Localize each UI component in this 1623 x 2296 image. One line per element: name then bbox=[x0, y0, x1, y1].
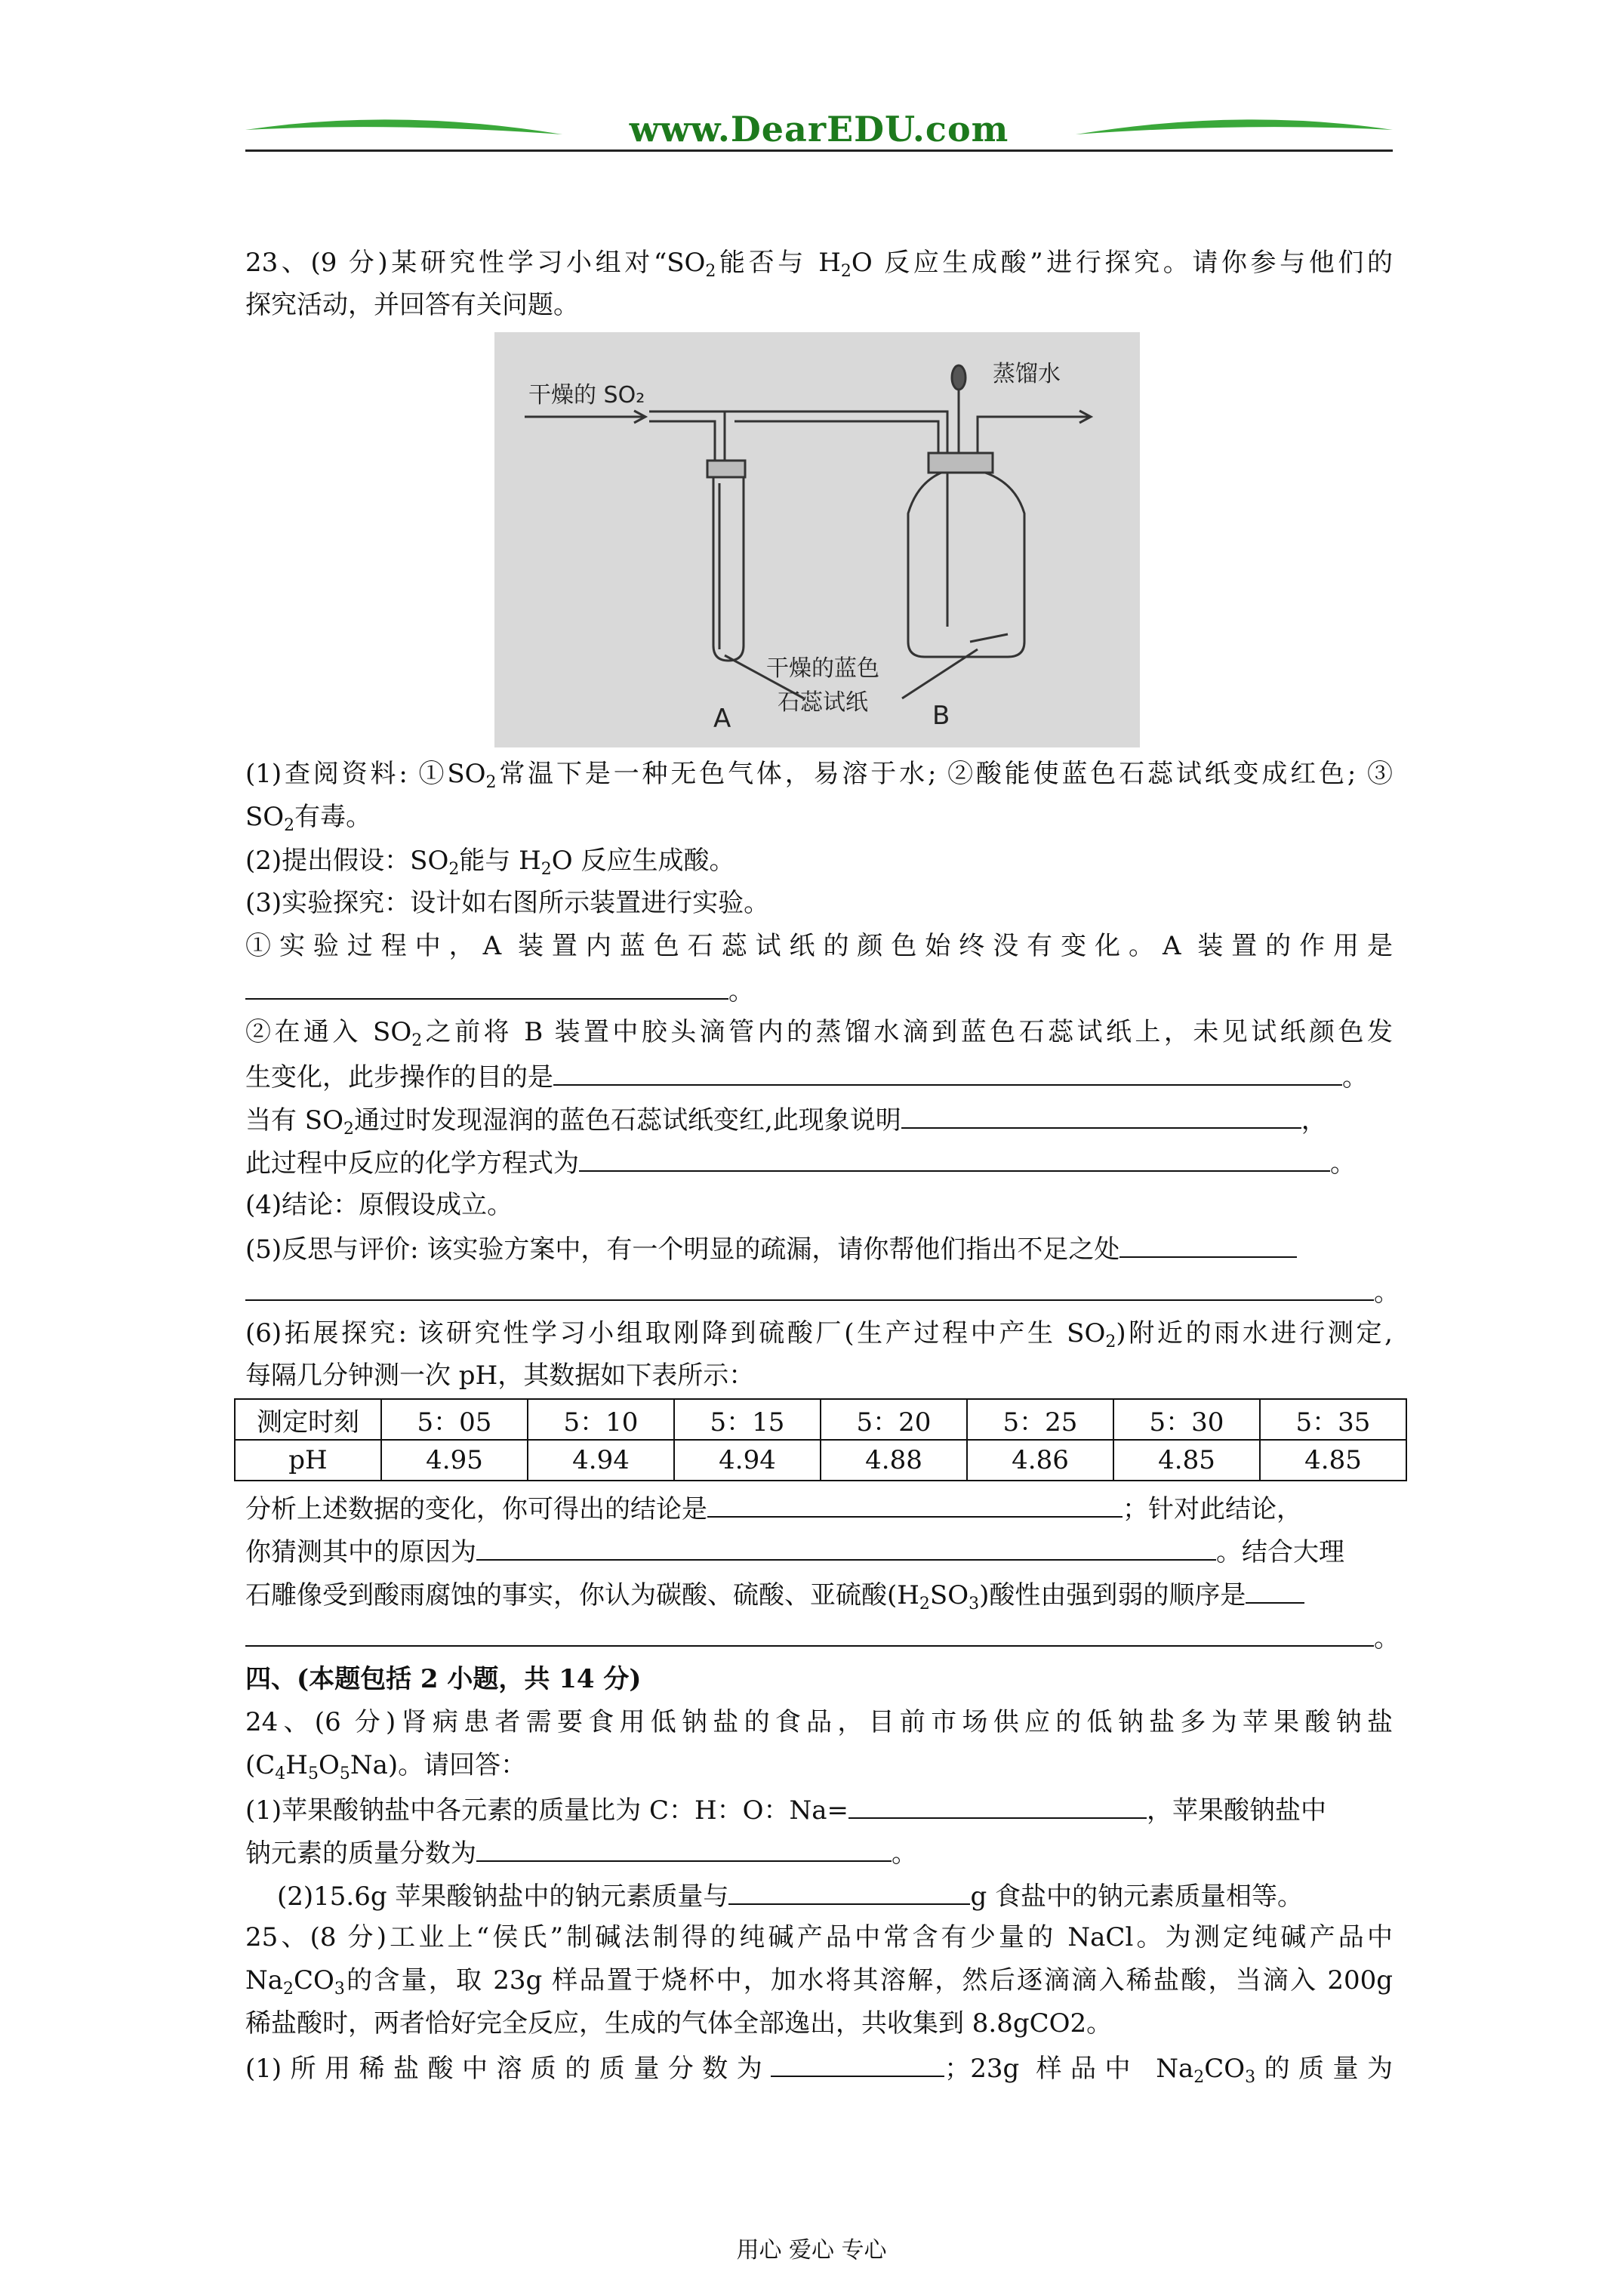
step-1-line-2: $SO_2$有毒。 bbox=[245, 802, 372, 835]
table-cell-time: 5：15 bbox=[674, 1399, 821, 1440]
table-row-ph bbox=[235, 1440, 1406, 1481]
analysis-line-4: 。 bbox=[245, 1620, 1400, 1655]
answer-blank-acid-order-1[interactable] bbox=[1246, 1576, 1304, 1604]
table-cell-ph: 4.85 bbox=[1260, 1440, 1406, 1481]
table-cell-time: 5：10 bbox=[528, 1399, 674, 1440]
step-4: (4)结论：原假设成立。 bbox=[245, 1190, 513, 1220]
answer-blank-mass-ratio[interactable] bbox=[848, 1792, 1147, 1819]
table-cell-ph: 4.95 bbox=[381, 1440, 528, 1481]
table-row-times bbox=[235, 1399, 1406, 1440]
label-distilled-water: 蒸馏水 bbox=[993, 361, 1061, 387]
step-3: (3)实验探究：设计如右图所示装置进行实验。 bbox=[245, 888, 770, 918]
table-cell-ph: 4.86 bbox=[967, 1440, 1113, 1481]
table-header-ph: pH bbox=[235, 1440, 381, 1481]
label-dry-blue-litmus-2: 石蕊试纸 bbox=[778, 689, 868, 716]
step-3-1-line-1: ①实验过程中，A 装置内蓝色石蕊试纸的颜色始终没有变化。A 装置的作用是 bbox=[245, 931, 1393, 961]
table-header-time: 测定时刻 bbox=[235, 1399, 381, 1440]
q25-line-2: $Na_2CO_3$的含量，取 23g 样品置于烧杯中，加水将其溶解，然后逐滴滴入稀盐酸，当滴入 200g bbox=[245, 1965, 1393, 1999]
answer-blank-salt-mass[interactable] bbox=[728, 1878, 970, 1905]
analysis-line-3: 石雕像受到酸雨腐蚀的事实，你认为碳酸、硫酸、亚硫酸$(H_2SO_3)$酸性由强到弱的顺序是 bbox=[245, 1576, 1304, 1612]
step-3-2-line-2: 生变化，此步操作的目的是 。 bbox=[245, 1059, 1368, 1094]
answer-blank-purpose[interactable] bbox=[553, 1059, 1342, 1086]
table-cell-ph: 4.85 bbox=[1113, 1440, 1260, 1481]
answer-blank-acid-order-2[interactable] bbox=[245, 1620, 1374, 1647]
analysis-line-1: 分析上述数据的变化，你可得出的结论是 ；针对此结论， bbox=[245, 1490, 1302, 1526]
q23-line-1: 23、(9 分)某研究性学习小组对“$SO_2$能否与 $H_2O$ 反应生成酸”进行探究。请你参与他们的 bbox=[245, 248, 1394, 281]
step-3-1-line-2: 。 bbox=[245, 972, 754, 1008]
q23-line-2: 探究活动，并回答有关问题。 bbox=[245, 290, 579, 320]
q25-line-4: (1)所用稀盐酸中溶质的质量分数为 ；23g 样品中 $Na_2CO_3$的质量为 bbox=[245, 2050, 1393, 2085]
answer-blank-shortcoming-1[interactable] bbox=[1119, 1231, 1297, 1258]
q24-line-4: 钠元素的质量分数为 。 bbox=[245, 1835, 917, 1870]
label-dry-blue-litmus-1: 干燥的蓝色 bbox=[766, 655, 879, 682]
answer-blank-hcl-fraction[interactable] bbox=[771, 2050, 944, 2077]
step-6-line-2: 每隔几分钟测一次 pH，其数据如下表所示： bbox=[245, 1361, 755, 1391]
table-cell-ph: 4.94 bbox=[528, 1440, 674, 1481]
table-cell-time: 5：05 bbox=[381, 1399, 528, 1440]
answer-blank-reason[interactable] bbox=[476, 1533, 1216, 1561]
q24-line-1: 24、(6 分)肾病患者需要食用低钠盐的食品，目前市场供应的低钠盐多为苹果酸钠盐 bbox=[245, 1707, 1393, 1737]
apparatus-diagram bbox=[494, 332, 1140, 747]
step-3-2-line-1: ②在通入 $SO_2$之前将 B 装置中胶头滴管内的蒸馏水滴到蓝色石蕊试纸上，未见试纸颜色发 bbox=[245, 1017, 1393, 1050]
label-apparatus-b: B bbox=[932, 701, 950, 731]
answer-blank-conclusion[interactable] bbox=[707, 1490, 1123, 1518]
answer-blank-phenomenon[interactable] bbox=[901, 1102, 1301, 1129]
label-dry-so2: 干燥的 SO₂ bbox=[528, 382, 645, 408]
step-3-3: 当有 $SO_2$通过时发现湿润的蓝色石蕊试纸变红,此现象说明 ， bbox=[245, 1102, 1327, 1137]
header-rule bbox=[245, 149, 1393, 152]
answer-blank-equation[interactable] bbox=[579, 1145, 1330, 1172]
page-footer: 用心 爱心 专心 bbox=[736, 2237, 887, 2264]
q25-line-1: 25、(8 分)工业上“侯氏”制碱法制得的纯碱产品中常含有少量的 NaCl。为测定纯碱产品中 bbox=[245, 1922, 1393, 1952]
q24-line-3: (1)苹果酸钠盐中各元素的质量比为 C：H：O：Na= ，苹果酸钠盐中 bbox=[245, 1792, 1326, 1827]
section-4-title: 四、(本题包括 2 小题，共 14 分) bbox=[245, 1664, 642, 1694]
step-6-line-1: (6)拓展探究: 该研究性学习小组取刚降到硫酸厂(生产过程中产生 $SO_2$)附近的雨水进行测定, bbox=[245, 1318, 1393, 1351]
step-5-line-2: 。 bbox=[245, 1274, 1400, 1309]
page-header bbox=[245, 107, 1393, 160]
q24-line-5: (2)15.6g 苹果酸钠盐中的钠元素质量与 g 食盐中的钠元素质量相等。 bbox=[277, 1878, 1303, 1913]
q25-line-3: 稀盐酸时，两者恰好完全反应，生成的气体全部逸出，共收集到 8.8gCO2。 bbox=[245, 2008, 1113, 2039]
table-cell-ph: 4.88 bbox=[821, 1440, 967, 1481]
answer-blank-sodium-fraction[interactable] bbox=[476, 1835, 892, 1862]
table-cell-time: 5：20 bbox=[821, 1399, 967, 1440]
answer-blank-shortcoming-2[interactable] bbox=[245, 1274, 1374, 1301]
label-apparatus-a: A bbox=[713, 704, 731, 734]
table-cell-time: 5：35 bbox=[1260, 1399, 1406, 1440]
answer-blank-a-purpose[interactable] bbox=[245, 972, 728, 1000]
site-logo-text: www.DearEDU.com bbox=[629, 109, 1009, 149]
analysis-line-2: 你猜测其中的原因为 。结合大理 bbox=[245, 1533, 1344, 1569]
ph-data-table bbox=[234, 1398, 1407, 1481]
table-cell-time: 5：30 bbox=[1113, 1399, 1260, 1440]
step-3-4: 此过程中反应的化学方程式为 。 bbox=[245, 1145, 1356, 1180]
table-cell-ph: 4.94 bbox=[674, 1440, 821, 1481]
step-2: (2)提出假设：$SO_2$能与 $H_2O$ 反应生成酸。 bbox=[245, 846, 735, 879]
step-5-line-1: (5)反思与评价: 该实验方案中，有一个明显的疏漏，请你帮他们指出不足之处 bbox=[245, 1231, 1297, 1266]
step-1-line-1: (1)查阅资料: $①SO_2$常温下是一种无色气体，易溶于水; ②酸能使蓝色石蕊试纸变成红色; ③ bbox=[245, 759, 1393, 792]
q24-line-2: $(C_4H_5O_5Na)$。请回答： bbox=[245, 1750, 527, 1783]
table-cell-time: 5：25 bbox=[967, 1399, 1113, 1440]
